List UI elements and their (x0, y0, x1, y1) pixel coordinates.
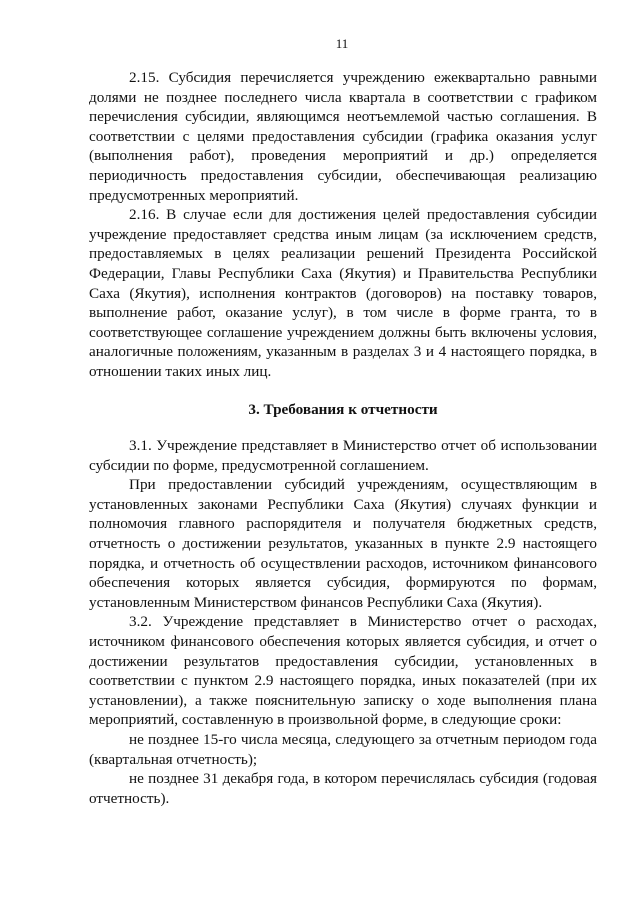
paragraph-3-2: 3.2. Учреждение представляет в Министерство отчет о расходах, источником финансового обеспечения которых является субсидия, и отчет о достижении результатов предоставления субсидии, установленных в соответствии с пунктом 2.9 настоящего порядка, иных показателей (при их установлении), а также пояснительную записку о ходе выполнения плана мероприятий, составленную в произвольной форме, в следующие сроки: (89, 613, 597, 729)
deadline-annual: не позднее 31 декабря года, в котором перечислялась субсидия (годовая отчетность). (89, 770, 597, 807)
page-number: 11 (335, 36, 349, 51)
document-body (89, 68, 597, 808)
paragraph-2-16: 2.16. В случае если для достижения целей предоставления субсидии учреждение предоставляет средства иным лицам (за исключением средств, предоставляемых в целях реализации решений Президента Российской Федерации, Главы Республики Саха (Якутия) и Правительства Республики Саха (Якутия), исполнения контрактов (договоров) на поставку товаров, выполнение работ, оказание услуг), в том числе в форме гранта, то в соответствующее соглашение учреждением должны быть включены условия, аналогичные положениям, указанным в разделах 3 и 4 настоящего порядка, в отношении таких иных лиц. (89, 206, 597, 380)
deadline-quarterly: не позднее 15-го числа месяца, следующего за отчетным периодом года (квартальная отчетность); (89, 731, 597, 768)
paragraph-3-1: 3.1. Учреждение представляет в Министерство отчет об использовании субсидии по форме, предусмотренной соглашением. (89, 437, 597, 474)
paragraph-reporting-forms: При предоставлении субсидий учреждениям, осуществляющим в установленных законами Республики Саха (Якутия) случаях функции и полномочия главного распорядителя и получателя бюджетных средств, отчетность о достижении результатов, указанных в пункте 2.9 настоящего порядка, и отчетность об осуществлении расходов, источником финансового обеспечения которых является субсидия, формируются по формам, установленным Министерством финансов Республики Саха (Якутия). (89, 476, 597, 611)
paragraph-2-15: 2.15. Субсидия перечисляется учреждению ежеквартально равными долями не позднее последнего числа квартала в соответствии с графиком перечисления субсидии, являющимся неотъемлемой частью соглашения. В соответствии с целями предоставления субсидии (графика оказания услуг (выполнения работ), проведения мероприятий и др.) определяется периодичность предоставления субсидии, обеспечивающая реализацию предусмотренных мероприятий. (89, 69, 597, 204)
section-heading: 3. Требования к отчетности (248, 400, 438, 418)
